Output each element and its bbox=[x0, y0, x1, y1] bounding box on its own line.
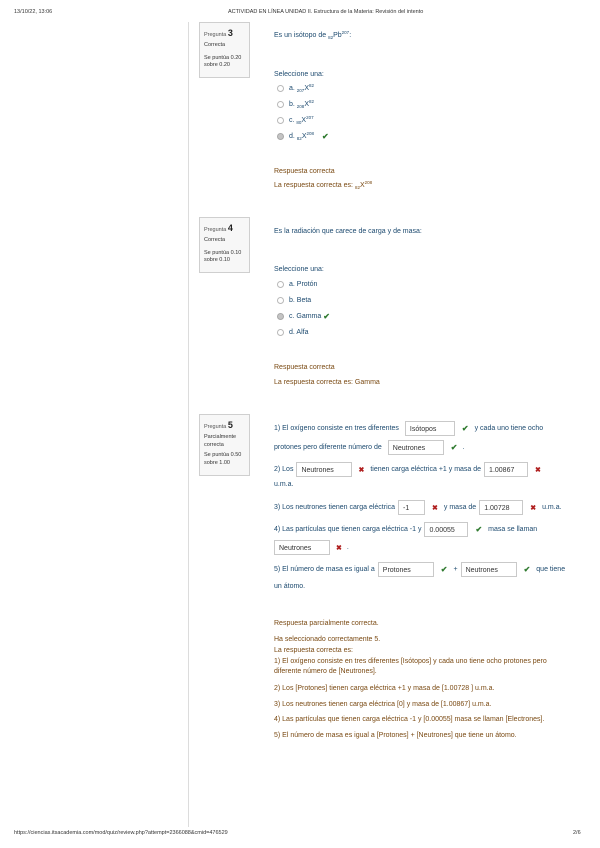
answer-dropdown[interactable]: Isótopos bbox=[405, 421, 455, 436]
question-grade: Se puntúa 0.20 sobre 0.20 bbox=[204, 54, 242, 69]
checkmark-icon: ✔ bbox=[440, 565, 448, 574]
right-answer-3: 3) Los neutrones tienen carga eléctrica [0] y masa de [1.00867] u.m.a. bbox=[274, 701, 492, 708]
radio-button-selected[interactable] bbox=[277, 313, 284, 320]
radio-button[interactable] bbox=[277, 85, 284, 92]
cross-icon: ✖ bbox=[535, 466, 541, 474]
statement-5-cont: un átomo. bbox=[274, 583, 306, 590]
question-5-info bbox=[199, 414, 250, 476]
cross-icon: ✖ bbox=[358, 466, 365, 474]
right-answer-4: 4) Las partículas que tienen carga eléctrica -1 y [0.00055] masa se llaman [Electrones]. bbox=[274, 716, 545, 723]
option-b[interactable]: b. Beta bbox=[277, 295, 311, 305]
question-3-right-answer: La respuesta correcta es: $_{82}X^{208}$ bbox=[274, 180, 373, 190]
statement-4: 4) Las partículas que tienen carga eléctrica -1 y 0.00055 ✔ masa se llaman bbox=[274, 522, 537, 537]
option-c[interactable]: c. Gamma ✔ bbox=[277, 311, 330, 321]
answer-input[interactable]: 1.00728 bbox=[479, 500, 523, 515]
checkmark-icon: ✔ bbox=[461, 424, 469, 433]
answer-dropdown[interactable]: Neutrones bbox=[388, 440, 444, 455]
question-status: Parcialmente correcta bbox=[204, 434, 237, 448]
answer-input[interactable]: -1 bbox=[398, 500, 425, 515]
print-page-title: ACTIVIDAD EN LÍNEA UNIDAD II. Estructura de la Materia: Revisión del intento bbox=[228, 9, 424, 15]
answer-intro: La respuesta correcta es: bbox=[274, 647, 353, 654]
statement-5: 5) El número de masa es igual a Protones ✔ + Neutrones ✔ que tiene bbox=[274, 562, 565, 577]
option-d[interactable]: d. 82 X 208 ✔ bbox=[277, 131, 329, 141]
question-4-feedback: Respuesta correcta bbox=[274, 364, 335, 371]
radio-button[interactable] bbox=[277, 101, 284, 108]
question-3-feedback: Respuesta correcta bbox=[274, 168, 335, 175]
checkmark-icon: ✔ bbox=[523, 565, 531, 574]
select-one-label: Seleccione una: bbox=[274, 266, 324, 273]
answer-dropdown[interactable]: Neutrones bbox=[461, 562, 517, 577]
answer-dropdown[interactable]: Neutrones bbox=[274, 540, 330, 555]
statement-2: 2) Los Neutrones ✖ tienen carga eléctrica +1 y masa de 1.00867 ✖ bbox=[274, 462, 541, 477]
statement-1: 1) El oxígeno consiste en tres diferentes Isótopos ✔ y cada uno tiene ocho bbox=[274, 421, 543, 436]
question-status: Correcta bbox=[204, 237, 226, 244]
question-grade: Se puntúa 0.50 sobre 1.00 bbox=[204, 452, 242, 466]
question-number: Pregunta 5 bbox=[204, 420, 233, 430]
question-4-right-answer: La respuesta correcta es: Gamma bbox=[274, 379, 380, 386]
checkmark-icon: ✔ bbox=[475, 525, 483, 534]
checkmark-icon: ✔ bbox=[450, 443, 458, 452]
cross-icon: ✖ bbox=[432, 504, 438, 512]
correct-count: Ha seleccionado correctamente 5. bbox=[274, 636, 381, 643]
answer-input[interactable]: 0.00055 bbox=[424, 522, 468, 537]
question-grade: Se puntúa 0.10 sobre 0.10 bbox=[204, 249, 242, 264]
radio-button[interactable] bbox=[277, 117, 284, 124]
print-url: https://ciencias.itsacademia.com/mod/quiz/review.php?attempt=2366088&cmid=476529 bbox=[14, 830, 228, 836]
question-4-info bbox=[199, 217, 250, 273]
cross-icon: ✖ bbox=[530, 504, 537, 512]
content-divider bbox=[188, 22, 189, 827]
question-status: Correcta bbox=[204, 42, 226, 49]
checkmark-icon: ✔ bbox=[323, 311, 330, 321]
statement-1-cont: protones pero diferente número de Neutrones ✔ . bbox=[274, 440, 464, 455]
right-answer-2: 2) Los [Protones] tienen carga eléctrica +1 y masa de [1.00728 ] u.m.a. bbox=[274, 685, 495, 692]
answer-input[interactable]: 1.00867 bbox=[484, 462, 528, 477]
option-a[interactable]: a. 207 X 82 bbox=[277, 83, 314, 93]
option-c[interactable]: c. 80 X 207 bbox=[277, 115, 314, 125]
radio-button[interactable] bbox=[277, 329, 284, 336]
question-3-text: Es un isótopo de $_{82}Pb^{207}$: bbox=[274, 30, 352, 40]
question-number: Pregunta 4 bbox=[204, 223, 233, 233]
radio-button[interactable] bbox=[277, 297, 284, 304]
cross-icon: ✖ bbox=[336, 544, 342, 552]
radio-button[interactable] bbox=[277, 281, 284, 288]
print-datetime: 13/10/22, 13:06 bbox=[14, 9, 53, 15]
right-answer-1: 1) El oxígeno consiste en tres diferentes [Isótopos] y cada uno tiene ocho protones pero diferente número de [Neutrones]. bbox=[274, 658, 547, 676]
question-number: Pregunta 3 bbox=[204, 28, 233, 38]
statement-4-cont: Neutrones ✖ . bbox=[274, 540, 349, 555]
question-3-info bbox=[199, 22, 250, 78]
question-4-text: Es la radiación que carece de carga y de masa: bbox=[274, 228, 422, 235]
option-b[interactable]: b. 208 X 82 bbox=[277, 99, 314, 109]
option-a[interactable]: a. Protón bbox=[277, 279, 317, 289]
print-page-number: 2/6 bbox=[573, 830, 581, 836]
radio-button-selected[interactable] bbox=[277, 133, 284, 140]
right-answer-5: 5) El número de masa es igual a [Protones] + [Neutrones] que tiene un átomo. bbox=[274, 732, 517, 739]
question-5-feedback: Respuesta parcialmente correcta. bbox=[274, 620, 379, 627]
option-d[interactable]: d. Alfa bbox=[277, 327, 308, 337]
statement-2-cont: u.m.a. bbox=[274, 481, 294, 488]
checkmark-icon: ✔ bbox=[322, 131, 329, 141]
answer-dropdown[interactable]: Protones bbox=[378, 562, 434, 577]
answer-dropdown[interactable]: Neutrones bbox=[296, 462, 352, 477]
select-one-label: Seleccione una: bbox=[274, 71, 324, 78]
statement-3: 3) Los neutrones tienen carga eléctrica -1 ✖ y masa de 1.00728 ✖ u.m.a. bbox=[274, 500, 562, 515]
